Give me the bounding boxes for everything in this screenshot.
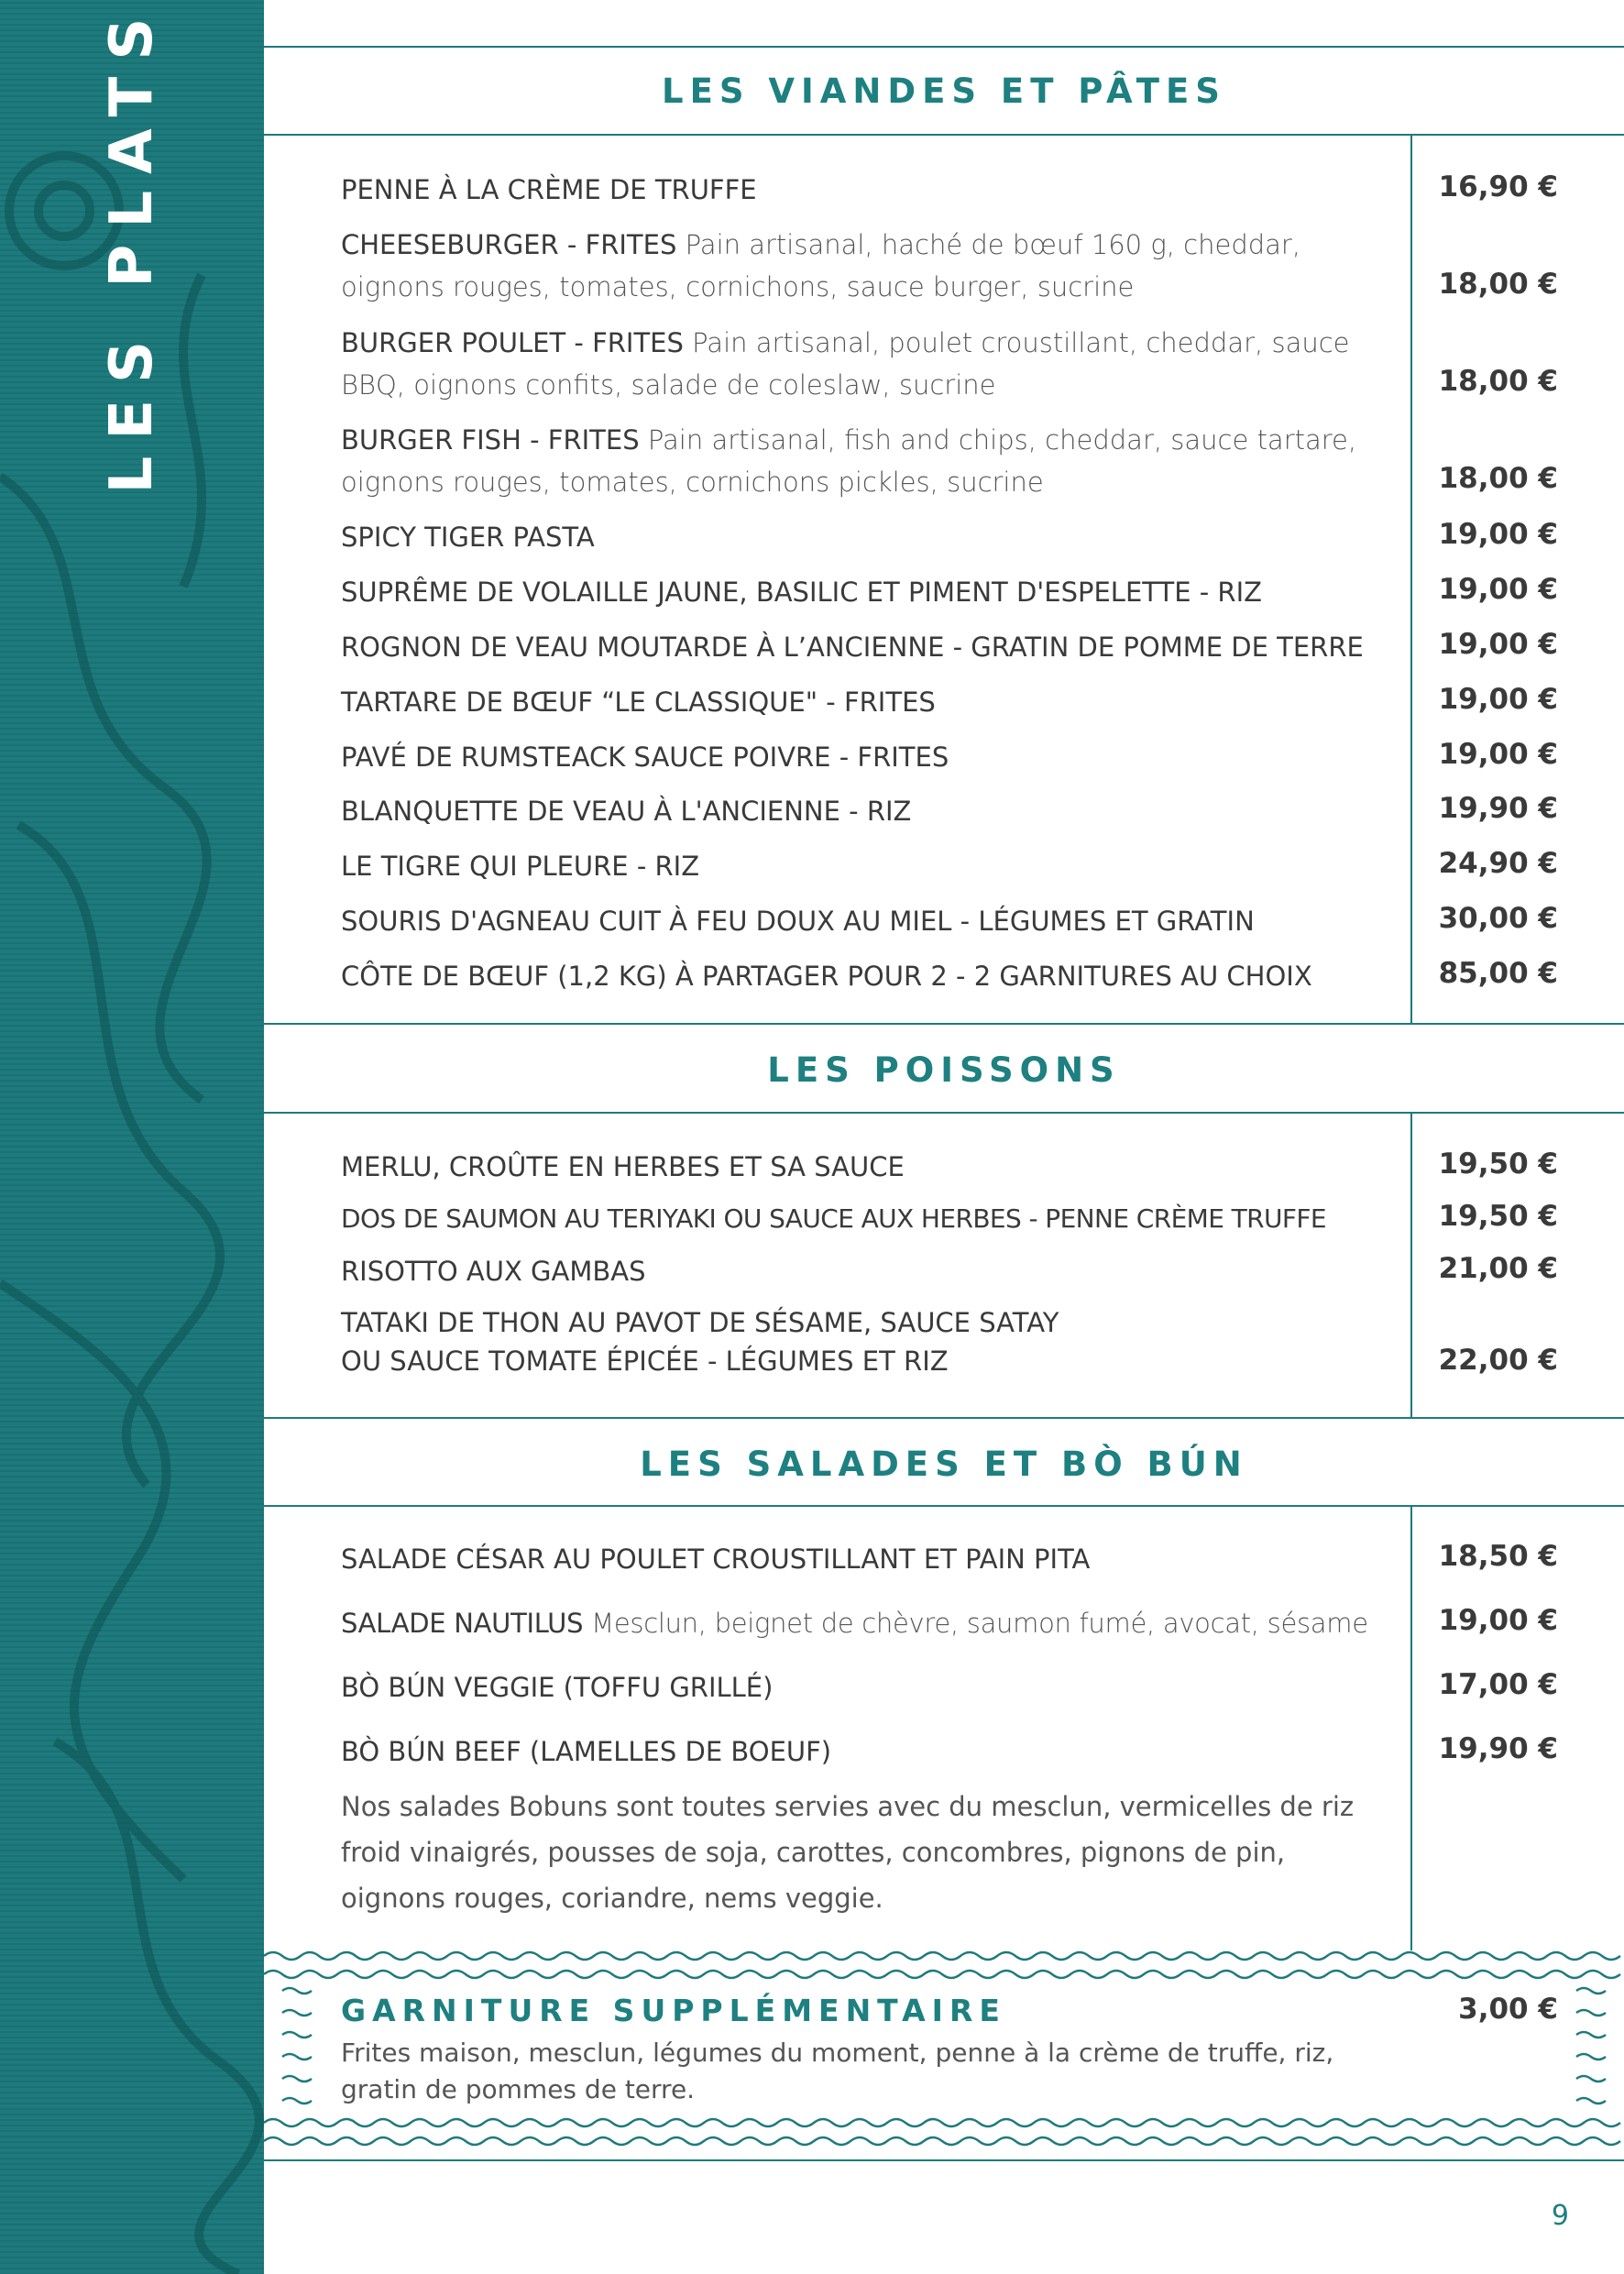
- garniture-title: GARNITURE SUPPLÉMENTAIRE: [341, 1993, 1006, 2028]
- menu-item: SALADE CÉSAR AU POULET CROUSTILLANT ET PAIN PITA: [341, 1543, 1091, 1575]
- menu-item-price: 19,00 €: [1438, 1604, 1558, 1637]
- menu-item: SOURIS D'AGNEAU CUIT À FEU DOUX AU MIEL - LÉGUMES ET GRATIN: [341, 906, 1255, 937]
- menu-item-price: 30,00 €: [1438, 902, 1558, 935]
- menu-item: SUPRÊME DE VOLAILLE JAUNE, BASILIC ET PIMENT D'ESPELETTE - RIZ: [341, 577, 1262, 608]
- menu-item: BÒ BÚN VEGGIE (TOFFU GRILLÉ): [341, 1672, 774, 1703]
- menu-item-price: 21,00 €: [1438, 1252, 1558, 1285]
- price-column-divider: [1410, 134, 1412, 1023]
- page-number: 9: [1551, 2200, 1569, 2232]
- menu-item-price: 19,50 €: [1438, 1148, 1558, 1181]
- divider: [264, 46, 1624, 48]
- menu-item-price: 19,00 €: [1438, 738, 1558, 771]
- wave-border-bottom-2: [264, 2132, 1624, 2150]
- menu-item-price: 19,90 €: [1438, 1732, 1558, 1765]
- menu-item: DOS DE SAUMON AU TERIYAKI OU SAUCE AUX HERBES - PENNE CRÈME TRUFFE: [341, 1203, 1326, 1234]
- divider: [264, 134, 1624, 136]
- garniture-description: Frites maison, mesclun, légumes du moment, penne à la crème de truffe, riz, gratin de pommes de terre.: [341, 2038, 1334, 2104]
- menu-item-price: 19,00 €: [1438, 573, 1558, 606]
- divider: [264, 1505, 1624, 1507]
- menu-item-price: 22,00 €: [1438, 1344, 1558, 1377]
- wave-border-top: [264, 1947, 1624, 1965]
- menu-item-price: 19,90 €: [1438, 792, 1558, 825]
- menu-item-price: 18,00 €: [1438, 462, 1558, 495]
- menu-item: BÒ BÚN BEEF (LAMELLES DE BOEUF): [341, 1736, 832, 1767]
- section-title-salades: LES SALADES ET BÒ BÚN: [640, 1445, 1248, 1484]
- garniture-price: 3,00 €: [1458, 1993, 1558, 2026]
- menu-item-price: 24,90 €: [1438, 847, 1558, 880]
- menu-item-price: 19,00 €: [1438, 518, 1558, 551]
- divider: [264, 1112, 1624, 1114]
- menu-item: PAVÉ DE RUMSTEACK SAUCE POIVRE - FRITES: [341, 742, 949, 773]
- menu-item: RISOTTO AUX GAMBAS: [341, 1256, 646, 1287]
- divider: [264, 1023, 1624, 1025]
- section-title-poissons: LES POISSONS: [767, 1050, 1121, 1090]
- menu-item-price: 19,00 €: [1438, 628, 1558, 661]
- menu-item: CÔTE DE BŒUF (1,2 KG) À PARTAGER POUR 2 - 2 GARNITURES AU CHOIX: [341, 961, 1312, 992]
- price-column-divider: [1410, 1505, 1412, 1950]
- menu-item-price: 19,00 €: [1438, 683, 1558, 716]
- menu-item: TARTARE DE BŒUF “LE CLASSIQUE" - FRITES: [341, 687, 936, 718]
- menu-item: MERLU, CROÛTE EN HERBES ET SA SAUCE: [341, 1151, 905, 1182]
- section-title-viandes: LES VIANDES ET PÂTES: [662, 71, 1226, 111]
- menu-item-price: 17,00 €: [1438, 1668, 1558, 1701]
- menu-item: BURGER FISH - FRITES Pain artisanal, fish and chips, cheddar, sauce tartare, oignons rouges, tomates, cornichons pickles, sucrine: [341, 424, 1357, 498]
- menu-item: LE TIGRE QUI PLEURE - RIZ: [341, 851, 700, 882]
- wave-border-right: [1573, 1980, 1609, 2108]
- wave-border-top-2: [264, 1965, 1624, 1983]
- menu-item-price: 19,50 €: [1438, 1200, 1558, 1233]
- menu-item: TATAKI DE THON AU PAVOT DE SÉSAME, SAUCE SATAY OU SAUCE TOMATE ÉPICÉE - LÉGUMES ET RIZ: [341, 1307, 1059, 1377]
- bobun-note: Nos salades Bobuns sont toutes servies avec du mesclun, vermicelles de riz froid vinaigrés, pousses de soja, carottes, concombres, pignons de pin, oignons rouges, coriandre, nems veggie.: [341, 1791, 1355, 1914]
- menu-item: PENNE À LA CRÈME DE TRUFFE: [341, 174, 757, 205]
- menu-item-price: 16,90 €: [1438, 170, 1558, 203]
- sidebar-title: LES PLATS: [98, 1, 166, 494]
- menu-item-price: 18,00 €: [1438, 365, 1558, 398]
- price-column-divider: [1410, 1112, 1412, 1417]
- sidebar-banner: [0, 0, 264, 2274]
- menu-item-price: 85,00 €: [1438, 957, 1558, 990]
- menu-item: SPICY TIGER PASTA: [341, 522, 595, 553]
- wave-border-bottom: [264, 2114, 1624, 2132]
- wave-border-left: [279, 1980, 315, 2108]
- menu-item: SALADE NAUTILUS Mesclun, beignet de chèvre, saumon fumé, avocat, sésame: [341, 1608, 1368, 1639]
- menu-item: ROGNON DE VEAU MOUTARDE À L’ANCIENNE - GRATIN DE POMME DE TERRE: [341, 632, 1364, 663]
- menu-content: [264, 0, 1624, 2274]
- divider: [264, 2159, 1624, 2161]
- divider: [264, 1417, 1624, 1419]
- menu-item-price: 18,00 €: [1438, 268, 1558, 301]
- menu-item: BLANQUETTE DE VEAU À L'ANCIENNE - RIZ: [341, 796, 912, 827]
- menu-item-price: 18,50 €: [1438, 1540, 1558, 1573]
- menu-item: BURGER POULET - FRITES Pain artisanal, poulet croustillant, cheddar, sauce BBQ, oignons confits, salade de coleslaw, sucrine: [341, 327, 1350, 401]
- menu-item: CHEESEBURGER - FRITES Pain artisanal, haché de bœuf 160 g, cheddar, oignons rouges, tomates, cornichons, sauce burger, sucrine: [341, 229, 1301, 302]
